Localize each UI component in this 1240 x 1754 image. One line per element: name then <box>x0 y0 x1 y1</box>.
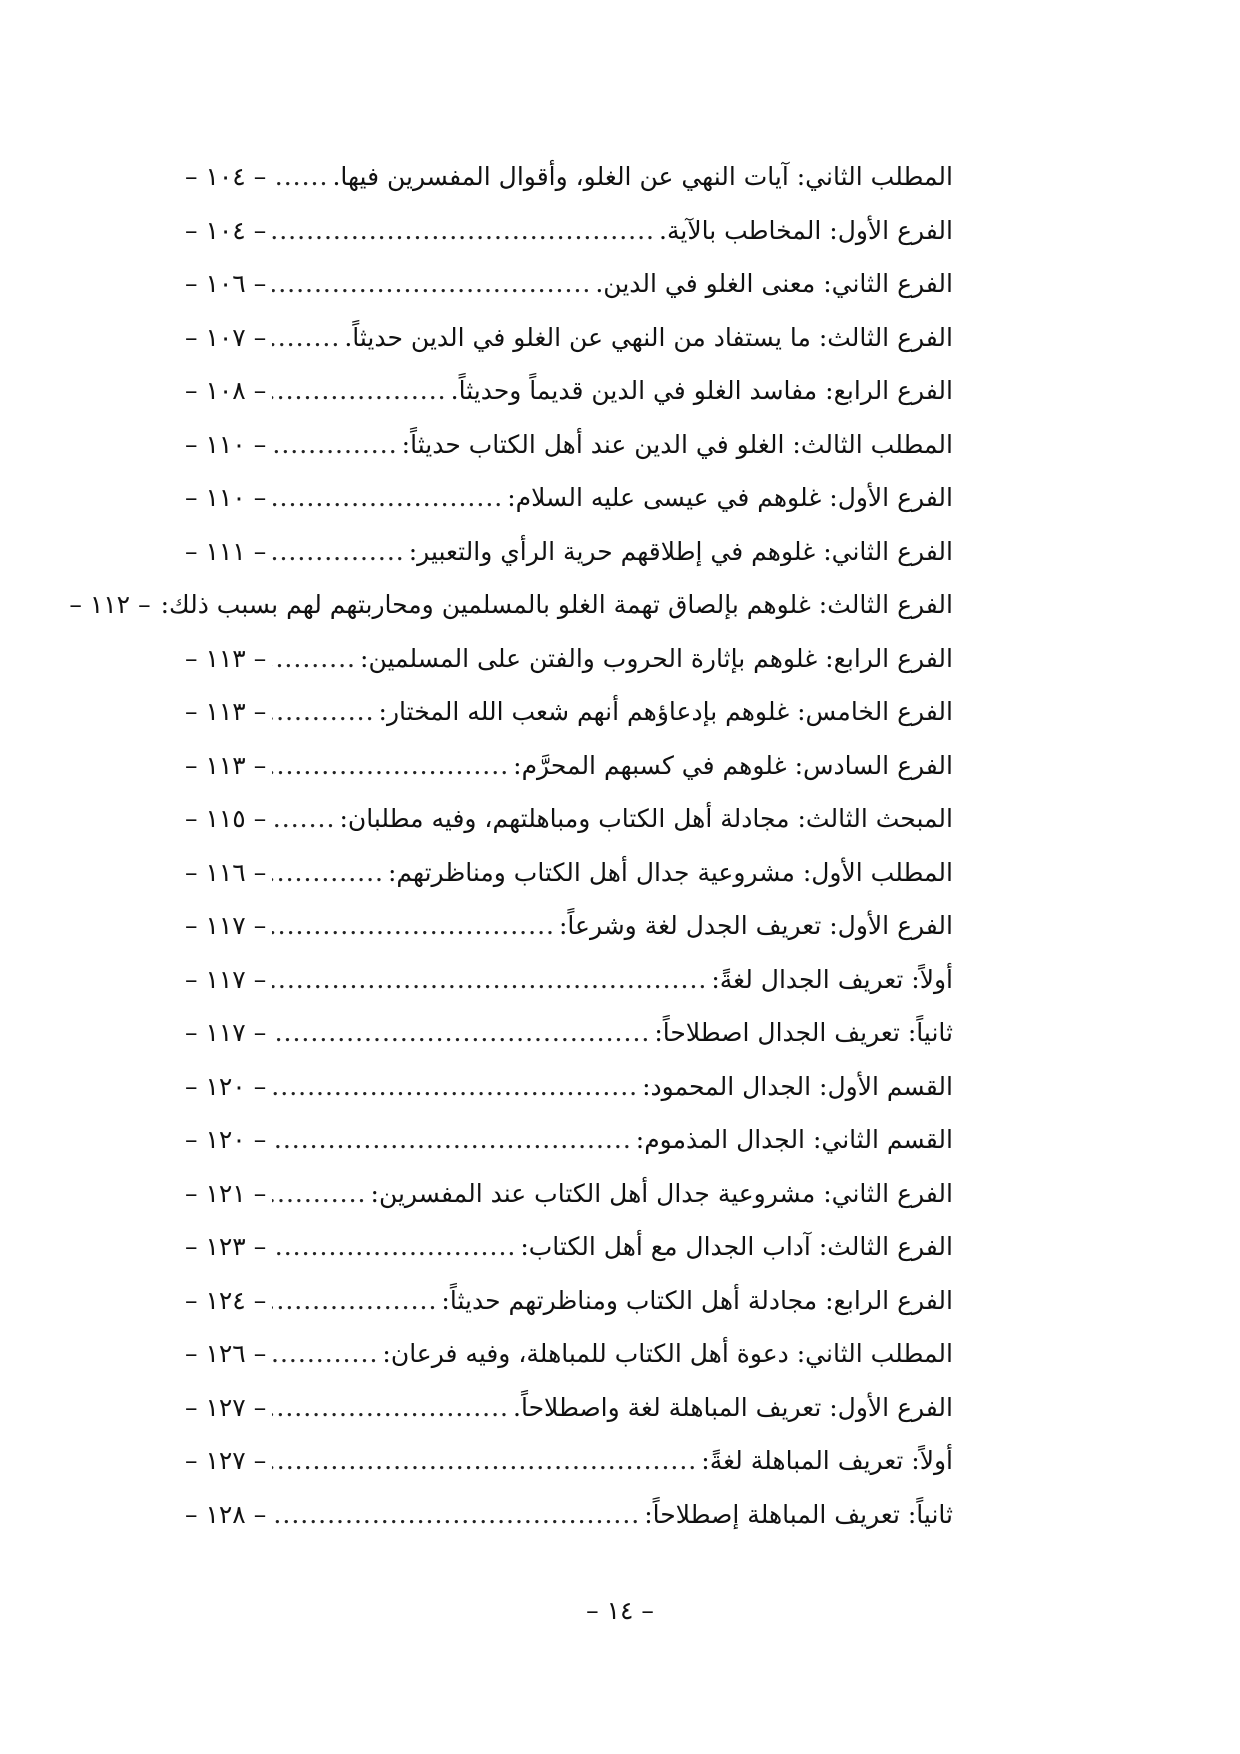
dot-leader <box>272 953 707 1007</box>
dot-leader <box>272 150 328 204</box>
toc-entry <box>185 257 953 311</box>
toc-entry-title: القسم الثاني: الجدال المذموم: <box>635 1125 953 1154</box>
toc-entry <box>185 418 953 472</box>
dot-leader <box>272 1381 509 1435</box>
toc-entry-title: الفرع الخامس: غلوهم بإدعاؤهم أنهم شعب الله المختار: <box>378 697 953 726</box>
toc-entry <box>185 1434 953 1488</box>
toc-entry <box>185 739 953 793</box>
dot-leader <box>272 739 509 793</box>
toc-entry-title: المطلب الثالث: الغلو في الدين عند أهل الكتاب حديثاً: <box>401 429 953 459</box>
toc-entry-page: – ١٢٠ – <box>185 1125 267 1154</box>
toc-entry <box>185 1060 953 1114</box>
toc-entry-page: – ١١٠ – <box>185 483 267 512</box>
toc-entry <box>185 1274 953 1328</box>
toc-entry-page: – ١١٧ – <box>185 964 267 994</box>
dot-leader <box>272 364 446 418</box>
toc-entry <box>185 364 953 418</box>
toc-entry <box>185 632 953 686</box>
toc-entry-page: – ١١٢ – <box>69 590 151 619</box>
toc-entry-title: المبحث الثالث: مجادلة أهل الكتاب ومباهلتهم، وفيه مطلبان: <box>339 804 953 833</box>
toc-entry-title: أولاً: تعريف المباهلة لغةً: <box>701 1446 953 1475</box>
toc-entry-page: – ١٢٠ – <box>185 1071 267 1101</box>
toc-entry-title: الفرع الثاني: معنى الغلو في الدين. <box>595 269 953 298</box>
toc-entry-page: – ١١٥ – <box>185 804 267 833</box>
dot-leader <box>272 257 591 311</box>
toc-entry-title: الفرع الرابع: مجادلة أهل الكتاب ومناظرتهم حديثاً: <box>441 1285 953 1315</box>
toc-entry-title: الفرع الثالث: غلوهم بإلصاق تهمة الغلو بالمسلمين ومحاربتهم لهم بسبب ذلك: <box>160 590 953 619</box>
toc-entry-page: – ١٢٧ – <box>185 1392 267 1422</box>
toc-entry <box>185 204 953 258</box>
toc-entry <box>185 525 953 579</box>
dot-leader <box>272 792 335 846</box>
toc-entry-title: الفرع الثالث: ما يستفاد من النهي عن الغلو في الدين حديثاً. <box>344 322 953 352</box>
toc-entry <box>185 685 953 739</box>
toc-entry-title: المطلب الأول: مشروعية جدال أهل الكتاب ومناظرتهم: <box>388 857 953 887</box>
toc-entry <box>69 578 953 632</box>
toc-entry-title: الفرع الأول: المخاطب بالآية. <box>659 215 953 245</box>
dot-leader <box>272 846 384 900</box>
toc-entry-page: – ١٢٦ – <box>185 1339 267 1368</box>
toc-entry <box>185 1381 953 1435</box>
toc-entry-title: الفرع الأول: غلوهم في عيسى عليه السلام: <box>507 483 953 512</box>
toc-entry-title: المطلب الثاني: دعوة أهل الكتاب للمباهلة، وفيه فرعان: <box>382 1339 953 1368</box>
dot-leader <box>272 1274 437 1328</box>
toc-entry-title: الفرع السادس: غلوهم في كسبهم المحرَّم: <box>513 750 953 780</box>
toc-entry-title: القسم الأول: الجدال المحمود: <box>642 1071 953 1101</box>
toc-entry-title: ثانياً: تعريف المباهلة إصطلاحاً: <box>644 1499 953 1529</box>
dot-leader <box>272 685 374 739</box>
toc-entry-title: الفرع الأول: تعريف المباهلة لغة واصطلاحاً. <box>513 1392 953 1422</box>
toc-entry-page: – ١٠٤ – <box>185 162 267 191</box>
dot-leader <box>272 1006 650 1060</box>
dot-leader <box>272 899 555 953</box>
toc-entry-title: الفرع الثاني: مشروعية جدال أهل الكتاب عند المفسرين: <box>370 1178 953 1208</box>
toc-entry <box>185 1488 953 1542</box>
toc-entry <box>185 471 953 525</box>
toc-entry-page: – ١٢١ – <box>185 1178 267 1208</box>
toc-entry <box>185 953 953 1007</box>
dot-leader <box>272 1488 640 1542</box>
toc-entry-page: – ١٢٨ – <box>185 1499 267 1529</box>
dot-leader <box>272 632 356 686</box>
dot-leader <box>272 1060 638 1114</box>
toc-entry <box>185 311 953 365</box>
dot-leader <box>272 1167 366 1221</box>
toc-entry-page: – ١٢٣ – <box>185 1232 267 1261</box>
toc-entry-page: – ١١٣ – <box>185 697 267 726</box>
toc-entry-page: – ١٠٧ – <box>185 322 267 352</box>
toc-entry-page: – ١١٣ – <box>185 750 267 780</box>
toc-entry-title: الفرع الثالث: آداب الجدال مع أهل الكتاب: <box>520 1232 953 1261</box>
dot-leader <box>272 1220 516 1274</box>
toc-entry-page: – ١٠٨ – <box>185 376 267 405</box>
toc-entry-page: – ١١٣ – <box>185 643 267 673</box>
toc-entry-page: – ١١٧ – <box>185 1018 267 1047</box>
toc-entry-title: الفرع الرابع: مفاسد الغلو في الدين قديماً وحديثاً. <box>450 376 953 405</box>
toc-entry <box>185 1167 953 1221</box>
toc-entry <box>185 792 953 846</box>
dot-leader <box>272 418 397 472</box>
toc-entry <box>185 1006 953 1060</box>
dot-leader <box>272 1113 632 1167</box>
toc-entry-page: – ١٢٤ – <box>185 1285 267 1315</box>
toc-entry-page: – ١١٧ – <box>185 911 267 940</box>
dot-leader <box>272 204 655 258</box>
toc-entry-title: المطلب الثاني: آيات النهي عن الغلو، وأقوال المفسرين فيها. <box>332 162 953 191</box>
toc-entry-page: – ١١١ – <box>185 536 267 566</box>
toc-entry-title: الفرع الثاني: غلوهم في إطلاقهم حرية الرأي والتعبير: <box>408 536 953 566</box>
dot-leader <box>272 471 503 525</box>
toc-entry-page: – ١٠٤ – <box>185 215 267 245</box>
dot-leader <box>272 1327 378 1381</box>
toc-entry-page: – ١٠٦ – <box>185 269 267 298</box>
toc-entry-title: ثانياً: تعريف الجدال اصطلاحاً: <box>654 1018 953 1047</box>
toc-entry-page: – ١١٦ – <box>185 857 267 887</box>
dot-leader <box>272 525 405 579</box>
toc-entry <box>185 1113 953 1167</box>
dot-leader <box>272 1434 697 1488</box>
dot-leader <box>272 311 340 365</box>
toc-entry <box>185 1220 953 1274</box>
toc-entry-title: أولاً: تعريف الجدال لغةً: <box>711 964 953 994</box>
table-of-contents <box>69 150 953 1541</box>
toc-entry-title: الفرع الأول: تعريف الجدل لغة وشرعاً: <box>558 911 953 940</box>
toc-entry-page: – ١١٠ – <box>185 429 267 459</box>
toc-entry-title: الفرع الرابع: غلوهم بإثارة الحروب والفتن على المسلمين: <box>360 643 953 673</box>
toc-entry-page: – ١٢٧ – <box>185 1446 267 1475</box>
toc-entry <box>185 846 953 900</box>
toc-entry <box>185 899 953 953</box>
toc-entry <box>185 150 953 204</box>
page-number: – ١٤ – <box>586 1596 654 1625</box>
toc-entry <box>185 1327 953 1381</box>
